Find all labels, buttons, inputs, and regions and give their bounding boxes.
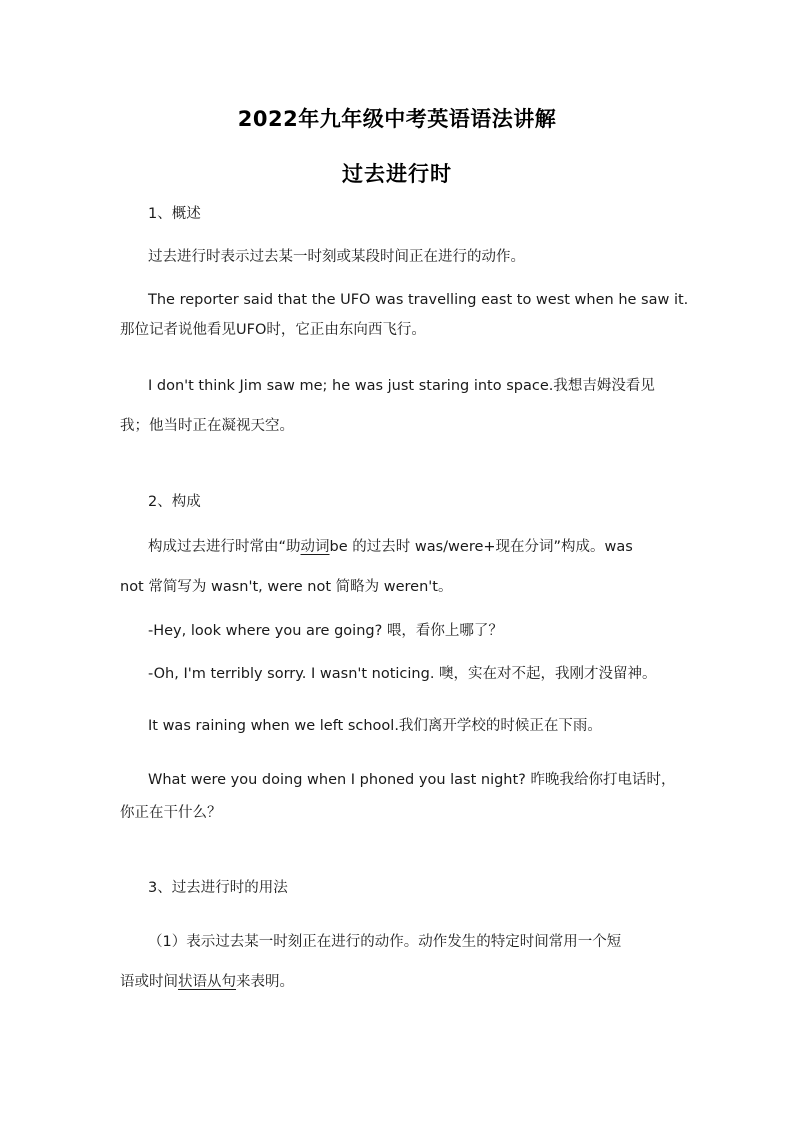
- usage-point-1-line-1: （1）表示过去某一时刻正在进行的动作。动作发生的特定时间常用一个短: [148, 934, 622, 950]
- definition-text: 过去进行时表示过去某一时刻或某段时间正在进行的动作。: [148, 249, 525, 265]
- document-title: 2022年九年级中考英语语法讲解: [237, 107, 557, 131]
- example-2-line-2: 我；他当时正在凝视天空。: [120, 418, 294, 434]
- formation-line-1: [148, 537, 708, 557]
- section-heading-overview: 1、概述: [148, 206, 201, 222]
- usage-text-a: 语或时间: [120, 974, 178, 990]
- formation-underlined-term: 动词: [300, 539, 330, 555]
- usage-underlined-term: 状语从句: [178, 974, 236, 990]
- dialogue-line-2: -Oh, I'm terribly sorry. I wasn't noticing. 噢，实在对不起，我刚才没留神。: [148, 666, 657, 682]
- example-raining: It was raining when we left school.我们离开学校的时候正在下雨。: [148, 718, 602, 734]
- section-heading-formation: 2、构成: [148, 494, 201, 510]
- formation-text-a: 构成过去进行时常由“助: [148, 539, 301, 555]
- example-phone-line-2: 你正在干什么？: [120, 805, 222, 821]
- formation-line-2: not 常简写为 wasn't, were not 简略为 weren't。: [120, 579, 453, 595]
- example-1-chinese: 那位记者说他看见UFO时，它正由东向西飞行。: [120, 322, 426, 338]
- example-1-english: The reporter said that the UFO was travelling east to west when he saw it.: [148, 292, 689, 308]
- usage-text-b: 来表明。: [236, 974, 294, 990]
- formation-text-b: be 的过去时 was/were+现在分词”构成。was: [329, 539, 633, 555]
- section-heading-usage: 3、过去进行时的用法: [148, 880, 288, 896]
- dialogue-line-1: -Hey, look where you are going? 喂，看你上哪了？: [148, 623, 503, 639]
- example-2-line-1: I don't think Jim saw me; he was just staring into space.我想吉姆没看见: [148, 378, 655, 394]
- usage-point-1-line-2: [120, 972, 680, 992]
- document-subtitle: 过去进行时: [342, 162, 452, 186]
- example-phone-line-1: What were you doing when I phoned you last night? 昨晚我给你打电话时，: [148, 772, 676, 788]
